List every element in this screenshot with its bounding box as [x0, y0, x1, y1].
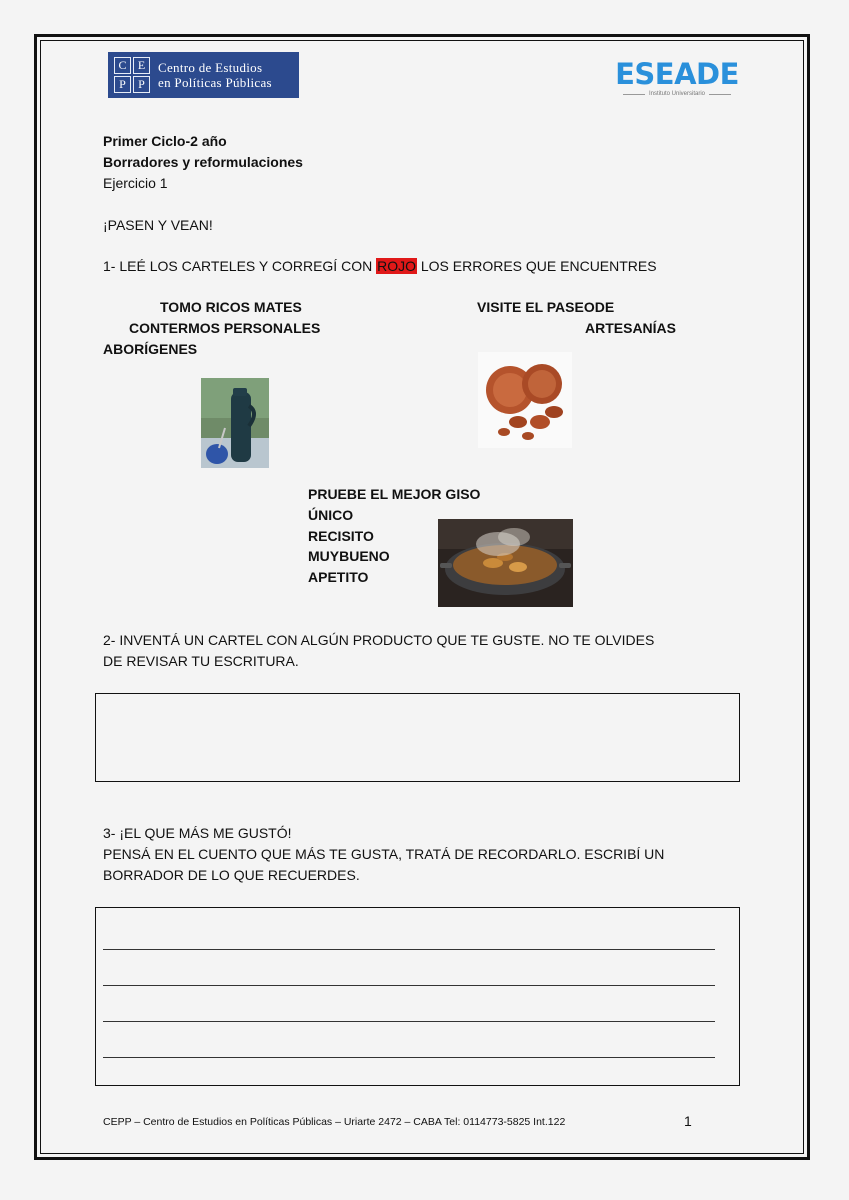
sign-2-line-1: VISITE EL PASEODE	[477, 299, 615, 315]
question-2-line-1: 2- INVENTÁ UN CARTEL CON ALGÚN PRODUCTO QUE TE GUSTE. NO TE OLVIDES	[103, 632, 655, 648]
question-2-line-2: DE REVISAR TU ESCRITURA.	[103, 653, 299, 669]
sign-3-line-2: ÚNICO	[308, 507, 354, 523]
writing-line	[103, 949, 715, 950]
sign-3-line-3: RECISITO	[308, 528, 374, 544]
eseade-logo-subtitle	[606, 91, 748, 97]
cepp-logo-line1: Centro de Estudios	[158, 60, 263, 75]
sign-2-line-2: ARTESANÍAS	[585, 320, 677, 336]
question-3-title: 3- ¡EL QUE MÁS ME GUSTÓ!	[103, 825, 292, 841]
footer-address: CEPP – Centro de Estudios en Políticas Públicas – Uriarte 2472 – CABA Tel: 0114773-5825 Int.122	[103, 1116, 566, 1128]
sign-1-line-1: TOMO RICOS MATES	[160, 299, 302, 315]
stew-pot-image	[438, 519, 573, 607]
sign-3-line-4: MUYBUENO	[308, 548, 390, 564]
exercise-label: Ejercicio 1	[103, 175, 168, 191]
sign-1-line-3: ABORÍGENES	[103, 341, 198, 357]
sign-1-line-2: CONTERMOS PERSONALES	[129, 320, 321, 336]
pottery-image	[478, 352, 572, 448]
writing-line	[103, 1057, 715, 1058]
cepp-letter: C	[114, 57, 131, 74]
question-1-prefix: 1- LEÉ LOS CARTELES Y CORREGÍ CON	[103, 258, 377, 274]
cepp-letter: P	[114, 76, 131, 93]
question-1-prompt	[103, 256, 657, 277]
page-number: 1	[684, 1113, 692, 1129]
writing-line	[103, 1021, 715, 1022]
cepp-letter: P	[133, 76, 150, 93]
question-1-suffix: LOS ERRORES QUE ENCUENTRES	[416, 258, 657, 274]
question-3-line-3: BORRADOR DE LO QUE RECUERDES.	[103, 867, 360, 883]
eseade-logo-sub-text: Instituto Universitario	[648, 91, 706, 97]
question-2-answer-box[interactable]	[95, 693, 740, 782]
eseade-logo	[606, 58, 748, 97]
sign-3-line-1: PRUEBE EL MEJOR GISO	[308, 486, 481, 502]
course-level: Primer Ciclo-2 año	[103, 133, 227, 149]
page-title: ¡PASEN Y VEAN!	[103, 217, 213, 233]
highlight-red: ROJO	[377, 258, 416, 274]
cepp-logo-line2: en Políticas Públicas	[158, 75, 272, 90]
eseade-logo-word: ESEADE	[615, 57, 739, 91]
question-3-line-2: PENSÁ EN EL CUENTO QUE MÁS TE GUSTA, TRATÁ DE RECORDARLO. ESCRIBÍ UN	[103, 846, 665, 862]
unit-title: Borradores y reformulaciones	[103, 154, 303, 170]
writing-line	[103, 985, 715, 986]
sign-3-line-5: APETITO	[308, 569, 369, 585]
cepp-logo	[108, 52, 299, 98]
mate-thermos-image	[201, 378, 269, 468]
question-3-answer-box[interactable]	[95, 907, 740, 1086]
cepp-logo-mark	[114, 57, 150, 93]
cepp-letter: E	[133, 57, 150, 74]
cepp-logo-text	[158, 60, 272, 90]
